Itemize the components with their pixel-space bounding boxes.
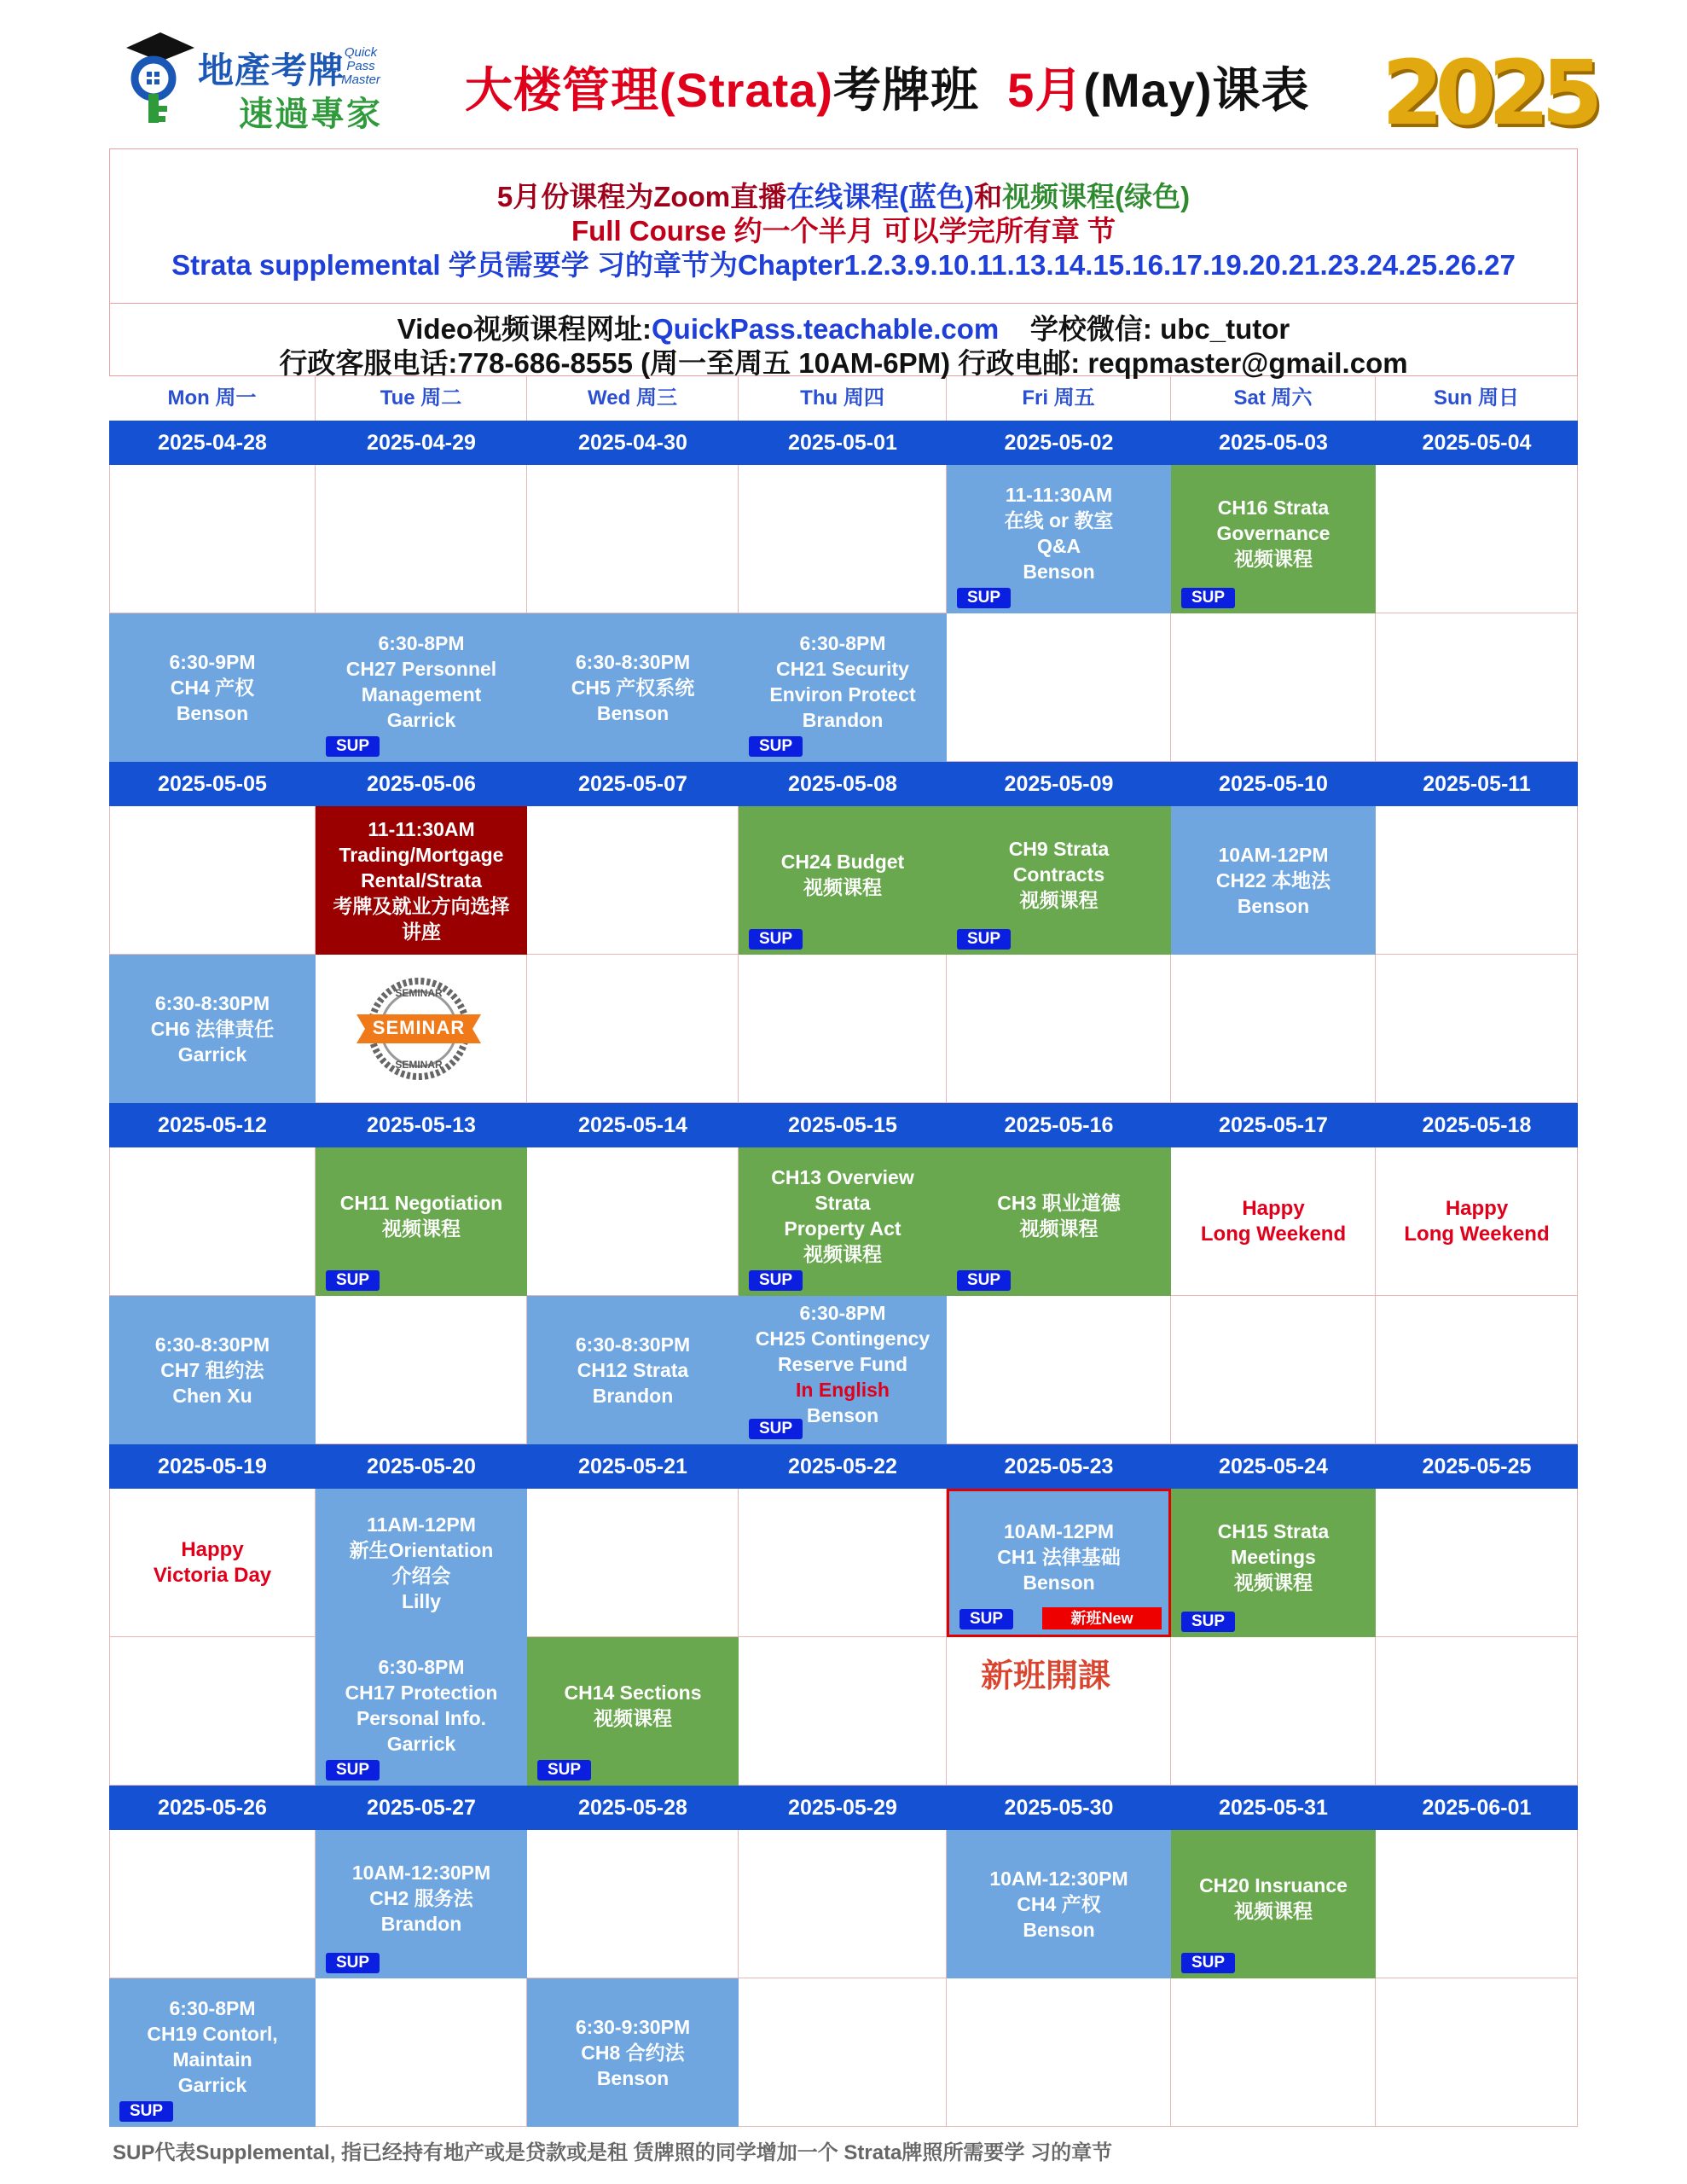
event-text <box>1201 1196 1346 1247</box>
weekday-header: Sun 周日 <box>1376 376 1578 421</box>
event-label: Happy Long Weekend <box>1200 1197 1347 1246</box>
info-line-1d: 视频课程(绿色) <box>1002 181 1191 212</box>
event-label: CH24 Budget 视频课程 <box>780 851 905 898</box>
new-class-badge: 新班New <box>1042 1607 1162 1629</box>
calendar-cell <box>527 1147 739 1296</box>
date-cell: 2025-05-12 <box>158 1113 267 1137</box>
sup-badge: SUP <box>326 1760 380 1780</box>
class-event[interactable] <box>316 1830 527 1978</box>
calendar-cell <box>109 806 316 955</box>
event-label: CH20 Insruance 视频课程 <box>1199 1874 1348 1922</box>
event-text <box>350 1512 494 1614</box>
class-event[interactable] <box>316 1637 527 1786</box>
event-label: 6:30-8PM CH17 Protection Personal Info. Garrick <box>345 1656 498 1755</box>
class-event[interactable] <box>527 1978 739 2127</box>
event-text <box>989 1866 1128 1943</box>
week-date-bar <box>109 762 1578 806</box>
event-text <box>1217 495 1330 572</box>
event-text <box>1005 482 1114 584</box>
event-label: CH16 Strata Governance 视频课程 <box>1216 497 1330 570</box>
date-cell: 2025-05-16 <box>1004 1113 1114 1137</box>
class-event[interactable] <box>947 1830 1171 1978</box>
event-label: CH9 Strata Contracts 视频课程 <box>1008 838 1110 911</box>
sup-badge: SUP <box>749 1419 803 1439</box>
class-event[interactable] <box>1171 1489 1376 1637</box>
event-text <box>756 1300 930 1428</box>
title-part-5: (May) <box>1083 63 1213 117</box>
date-cell: 2025-04-30 <box>578 431 687 455</box>
event-text <box>170 649 256 726</box>
date-cell: 2025-05-05 <box>158 772 267 796</box>
seminar-stamp-top: SEMINAR <box>395 987 443 999</box>
title-part-6: 课表 <box>1212 63 1310 117</box>
weekday-header: Fri 周五 <box>947 376 1171 421</box>
class-event[interactable] <box>527 1296 739 1444</box>
title-part-4: 5月 <box>1007 63 1084 117</box>
calendar-cell <box>1376 1978 1578 2127</box>
event-label: 6:30-8PM CH19 Contorl, Maintain Garrick <box>147 1997 278 2096</box>
event-label: 6:30-8:30PM CH6 法律责任 Garrick <box>150 992 275 1066</box>
event-label: CH14 Sections 视频课程 <box>564 1682 702 1729</box>
date-cell: 2025-05-09 <box>1004 772 1114 796</box>
date-cell: 2025-05-28 <box>578 1796 687 1820</box>
class-event[interactable] <box>316 613 527 762</box>
event-label: 11-11:30AM 在线 or 教室 Q&A Benson <box>1004 484 1114 583</box>
event-label: 6:30-8PM CH25 Contingency Reserve Fund <box>755 1302 930 1375</box>
event-text <box>769 630 915 733</box>
event-label: CH13 Overview Strata Property Act 视频课程 <box>771 1166 914 1265</box>
date-cell: 2025-05-25 <box>1422 1455 1532 1478</box>
calendar-cell <box>316 1296 527 1444</box>
date-cell: 2025-05-08 <box>788 772 897 796</box>
weekday-header: Mon 周一 <box>109 376 316 421</box>
week-date-bar <box>109 421 1578 465</box>
info-line-3: Strata supplemental 学员需要学 习的章节为Chapter1.2.3.9.10.11.13.14.15.16.17.19.20.21.23.24.25.26.27 <box>171 249 1516 281</box>
logo-text-en: Quick Pass Master <box>341 45 380 87</box>
sup-badge: SUP <box>749 929 803 950</box>
event-text <box>155 1332 270 1409</box>
calendar-cell <box>1171 955 1376 1103</box>
class-event[interactable] <box>109 1978 316 2127</box>
sup-badge: SUP <box>959 1609 1013 1629</box>
week-date-bar <box>109 1103 1578 1147</box>
sup-badge: SUP <box>1181 1612 1235 1632</box>
date-cell: 2025-05-15 <box>788 1113 897 1137</box>
date-cell: 2025-05-04 <box>1422 431 1532 455</box>
date-cell: 2025-05-23 <box>1004 1455 1114 1478</box>
class-event[interactable] <box>316 1489 527 1637</box>
class-event[interactable] <box>739 1296 947 1444</box>
calendar-cell <box>109 1147 316 1296</box>
date-cell: 2025-05-26 <box>158 1796 267 1820</box>
class-event[interactable] <box>316 1147 527 1296</box>
week-date-bar <box>109 1444 1578 1489</box>
info-line-2: Full Course 约一个半月 可以学完所有章 节 <box>571 215 1116 247</box>
event-text <box>1218 1519 1329 1595</box>
seminar-stamp <box>355 965 483 1093</box>
seminar-stamp-label: SEMINAR <box>372 1017 466 1038</box>
sup-badge: SUP <box>749 1270 803 1291</box>
event-label: 6:30-9PM CH4 产权 Benson <box>169 651 256 724</box>
sup-badge: SUP <box>537 1760 591 1780</box>
class-event[interactable] <box>947 465 1171 613</box>
weekday-header: Wed 周三 <box>527 376 739 421</box>
calendar-cell <box>527 1489 739 1637</box>
sup-badge: SUP <box>326 1270 380 1291</box>
class-event[interactable] <box>739 613 947 762</box>
date-cell: 2025-05-10 <box>1219 772 1328 796</box>
calendar-cell <box>527 955 739 1103</box>
class-event[interactable] <box>527 1637 739 1786</box>
calendar-cell <box>1376 1637 1578 1786</box>
year-badge: 2025 <box>1382 41 1595 145</box>
date-cell: 2025-05-20 <box>367 1455 476 1478</box>
event-text <box>1009 836 1110 913</box>
class-event[interactable] <box>947 806 1171 955</box>
calendar-cell <box>739 1637 947 1786</box>
date-cell: 2025-04-29 <box>367 431 476 455</box>
calendar-cell <box>947 1978 1171 2127</box>
video-label: Video视频课程网址: <box>397 313 652 345</box>
event-text <box>576 2014 690 2091</box>
class-event[interactable] <box>1171 806 1376 955</box>
event-text <box>997 1519 1120 1595</box>
calendar-cell <box>739 955 947 1103</box>
key-graduation-cap-icon <box>119 26 201 126</box>
date-cell: 2025-05-29 <box>788 1796 897 1820</box>
contact-line-2: 行政客服电话:778-686-8555 (周一至周五 10AM-6PM) 行政电邮: reqpmaster@gmail.com <box>279 347 1408 379</box>
event-instructor: Benson <box>806 1404 879 1426</box>
calendar-cell <box>109 465 316 613</box>
logo-text-cn-1: 地產考牌 <box>198 50 345 90</box>
calendar-cell <box>739 1489 947 1637</box>
weekday-header: Sat 周六 <box>1171 376 1376 421</box>
footnote: SUP代表Supplemental, 指已经持有地产或是贷款或是租 赁牌照的同学增加一个 Strata牌照所需要学 习的章节 <box>113 2141 1113 2164</box>
class-event[interactable] <box>316 806 527 955</box>
info-line-1c: 和 <box>974 181 1003 212</box>
event-label: CH15 Strata Meetings 视频课程 <box>1217 1520 1330 1594</box>
class-event[interactable] <box>1376 1147 1578 1296</box>
sup-badge: SUP <box>1181 588 1235 608</box>
class-event[interactable] <box>109 1489 316 1637</box>
sup-badge: SUP <box>957 588 1011 608</box>
calendar-cell <box>527 806 739 955</box>
class-event[interactable] <box>1171 465 1376 613</box>
video-url-link[interactable]: QuickPass.teachable.com <box>652 313 1000 345</box>
event-text <box>576 1332 690 1409</box>
event-label: 6:30-9:30PM CH8 合约法 Benson <box>575 2016 691 2089</box>
date-cell: 2025-05-06 <box>367 772 476 796</box>
title-part-1: 大楼管理 <box>465 63 659 117</box>
class-event[interactable] <box>109 613 316 762</box>
calendar-cell <box>316 465 527 613</box>
date-cell: 2025-05-17 <box>1219 1113 1328 1137</box>
calendar-cell <box>1171 1978 1376 2127</box>
title-part-2: (Strata) <box>659 63 834 117</box>
event-label: 10AM-12PM CH22 本地法 Benson <box>1215 844 1331 917</box>
week-date-bar <box>109 1786 1578 1830</box>
sup-badge: SUP <box>957 929 1011 950</box>
date-cell: 2025-05-11 <box>1423 772 1531 796</box>
class-event[interactable] <box>947 1147 1171 1296</box>
event-text <box>345 1654 498 1757</box>
date-cell: 2025-05-21 <box>578 1455 687 1478</box>
date-cell: 2025-05-14 <box>578 1113 687 1137</box>
weekday-header: Thu 周四 <box>739 376 947 421</box>
date-cell: 2025-05-24 <box>1219 1455 1328 1478</box>
school-logo <box>119 26 401 133</box>
event-label: 10AM-12:30PM CH4 产权 Benson <box>989 1867 1128 1941</box>
calendar-cell <box>527 1830 739 1978</box>
event-text <box>1199 1873 1348 1924</box>
calendar-cell <box>109 1637 316 1786</box>
calendar-cell <box>527 465 739 613</box>
calendar-cell <box>1171 613 1376 762</box>
class-event[interactable] <box>947 1489 1171 1637</box>
event-label: 6:30-8:30PM CH7 租约法 Chen Xu <box>154 1333 270 1407</box>
class-event[interactable] <box>109 1296 316 1444</box>
event-language-note: In English <box>796 1379 890 1401</box>
event-label: 11-11:30AM Trading/Mortgage Rental/Strata 考牌及就业方向选择 讲座 <box>333 818 510 943</box>
class-event[interactable] <box>739 1147 947 1296</box>
calendar-cell <box>1376 613 1578 762</box>
sup-badge: SUP <box>119 2101 173 2122</box>
calendar-cell <box>947 955 1171 1103</box>
event-text <box>147 1995 277 2098</box>
event-text <box>771 1165 913 1267</box>
date-cell: 2025-05-22 <box>788 1455 897 1478</box>
calendar-cell <box>739 465 947 613</box>
title-part-3: 考牌班 <box>833 63 980 117</box>
class-event[interactable] <box>1171 1830 1376 1978</box>
event-text <box>154 1537 271 1589</box>
date-cell: 2025-04-28 <box>158 431 267 455</box>
calendar-cell <box>109 1830 316 1978</box>
event-label: CH11 Negotiation 视频课程 <box>339 1192 503 1240</box>
calendar-cell <box>1171 1637 1376 1786</box>
date-cell: 2025-05-19 <box>158 1455 267 1478</box>
event-text <box>564 1680 701 1731</box>
event-text <box>1216 842 1330 919</box>
date-cell: 2025-05-30 <box>1004 1796 1114 1820</box>
calendar-cell <box>1171 1296 1376 1444</box>
event-text <box>151 990 274 1067</box>
event-text <box>997 1190 1120 1241</box>
calendar-cell <box>1376 806 1578 955</box>
date-cell: 2025-05-27 <box>367 1796 476 1820</box>
calendar-cell <box>1376 1489 1578 1637</box>
calendar-cell <box>316 1978 527 2127</box>
class-event[interactable] <box>1171 1147 1376 1296</box>
class-event[interactable] <box>739 806 947 955</box>
calendar-cell <box>947 613 1171 762</box>
sup-badge: SUP <box>957 1270 1011 1291</box>
date-cell: 2025-05-01 <box>788 431 897 455</box>
event-label: Happy Long Weekend <box>1404 1197 1550 1246</box>
event-text <box>1404 1196 1549 1247</box>
event-text <box>333 816 510 944</box>
seminar-stamp-bottom: SEMINAR <box>395 1059 443 1071</box>
calendar-cell <box>947 1296 1171 1444</box>
calendar-cell <box>739 1978 947 2127</box>
date-cell: 2025-06-01 <box>1422 1796 1532 1820</box>
weekday-header: Tue 周二 <box>316 376 527 421</box>
page-title <box>465 53 1310 121</box>
sup-badge: SUP <box>1181 1953 1235 1973</box>
event-label: 6:30-8PM CH27 Personnel Management Garrick <box>345 632 497 731</box>
date-cell: 2025-05-03 <box>1219 431 1328 455</box>
event-label: Happy Victoria Day <box>153 1538 272 1587</box>
event-label: 11AM-12PM 新生Orientation 介绍会 Lilly <box>349 1513 494 1612</box>
class-event[interactable] <box>527 613 739 762</box>
calendar-cell <box>1376 1830 1578 1978</box>
event-text <box>352 1860 490 1937</box>
wechat-id: 学校微信: ubc_tutor <box>1029 313 1290 345</box>
date-cell: 2025-05-02 <box>1004 431 1114 455</box>
event-label: 10AM-12:30PM CH2 服务法 Brandon <box>351 1862 491 1935</box>
calendar-cell <box>739 1830 947 1978</box>
event-label: 6:30-8:30PM CH5 产权系统 Benson <box>571 651 695 724</box>
sup-badge: SUP <box>749 736 803 757</box>
calendar-cell <box>1376 1296 1578 1444</box>
event-text <box>346 630 496 733</box>
date-cell: 2025-05-13 <box>367 1113 476 1137</box>
event-text <box>571 649 694 726</box>
date-cell: 2025-05-07 <box>578 772 687 796</box>
logo-text-cn-2: 速過專家 <box>239 96 382 133</box>
class-event[interactable] <box>109 955 316 1103</box>
info-line-1a: 5月份课程为Zoom直播 <box>496 181 787 212</box>
event-text <box>340 1190 502 1241</box>
calendar-cell <box>1376 955 1578 1103</box>
info-line-1b: 在线课程(蓝色) <box>786 181 975 212</box>
event-label: 6:30-8PM CH21 Security Environ Protect Brandon <box>769 632 916 731</box>
contact-box <box>109 303 1578 379</box>
event-label: 10AM-12PM CH1 法律基础 Benson <box>997 1520 1121 1594</box>
date-cell: 2025-05-18 <box>1422 1113 1532 1137</box>
page-header <box>0 0 1687 145</box>
event-text <box>781 849 904 900</box>
date-cell: 2025-05-31 <box>1219 1796 1328 1820</box>
sup-badge: SUP <box>326 736 380 757</box>
calendar-cell <box>1376 465 1578 613</box>
sup-badge: SUP <box>326 1953 380 1973</box>
event-label: CH3 职业道德 视频课程 <box>997 1192 1121 1240</box>
new-class-note: 新班開課 <box>981 1658 1111 1694</box>
event-label: 6:30-8:30PM CH12 Strata Brandon <box>575 1333 691 1407</box>
